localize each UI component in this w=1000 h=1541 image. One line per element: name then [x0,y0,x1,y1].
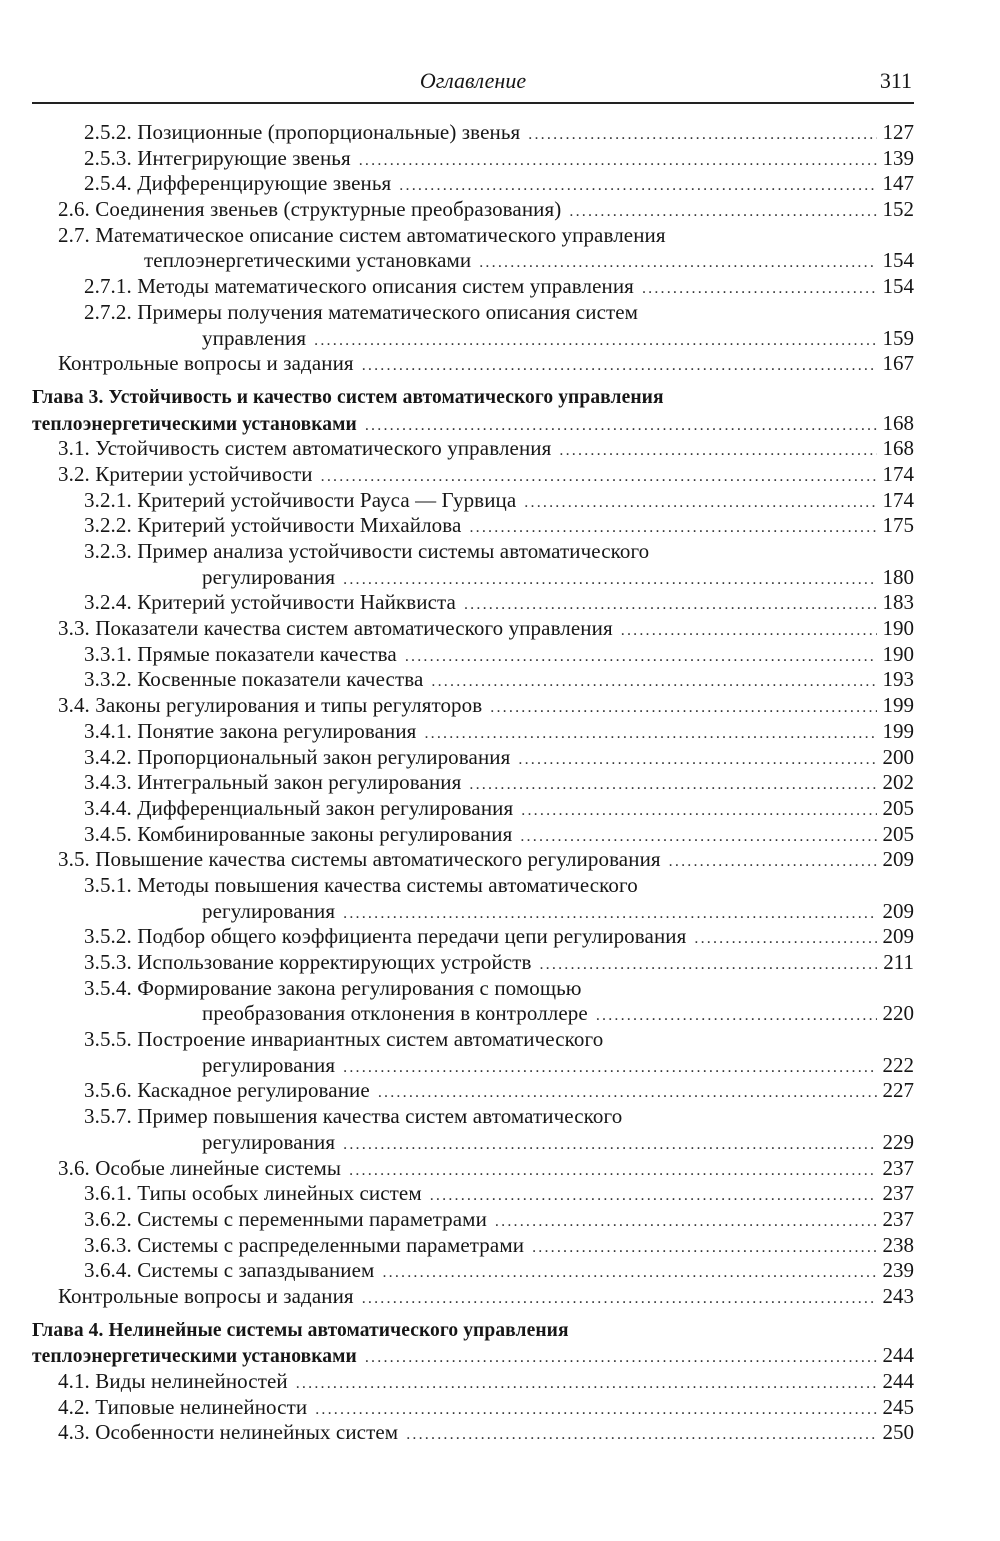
toc-entry-title: 3.5. Повышение качества системы автоматического регулирования [58,847,661,872]
toc-entry-title: 3.3.2. Косвенные показатели качества [84,667,424,692]
toc-entry-title: 3.5.4. Формирование закона регулирования с помощью [84,975,582,1000]
toc-page-number: 243 [882,1283,914,1308]
toc-entry-title: Контрольные вопросы и задания [58,1283,354,1308]
toc-page-number: 168 [882,436,914,461]
toc-entry-title: Глава 4. Нелинейные системы автоматического управления [32,1319,569,1341]
dot-leader [559,438,876,464]
toc-entry[interactable] [32,436,914,462]
toc-entry-title: 3.2. Критерии устойчивости [58,461,313,486]
toc-entry[interactable] [32,1369,914,1395]
dot-leader [464,592,877,618]
dot-leader [365,413,877,439]
toc-page-number: 190 [882,616,914,641]
dot-leader [343,1055,876,1081]
toc-entry-title: 2.7.2. Примеры получения математического описания систем [84,299,639,324]
toc-entry[interactable] [32,1284,914,1310]
dot-leader [321,464,877,490]
dot-leader [424,721,876,747]
toc-page-number: 222 [882,1052,914,1077]
dot-leader [621,618,877,644]
toc-entry[interactable] [32,1027,914,1078]
dot-leader [539,952,877,978]
toc-entry[interactable] [32,642,914,668]
toc-entry-title: 4.1. Виды нелинейностей [58,1369,288,1393]
toc-page-number: 159 [882,325,914,350]
toc-entry-title: 3.6. Особые линейные системы [58,1155,342,1180]
toc-page-number: 183 [882,590,914,615]
toc-entry-title: 3.4. Законы регулирования и типы регуляторов [58,693,483,718]
toc-page-number: 237 [882,1155,914,1180]
toc-page-number: 227 [882,1078,914,1103]
toc-entry-title: 3.3. Показатели качества систем автоматического управления [58,616,613,641]
toc-entry-title: 3.2.2. Критерий устойчивости Михайлова [84,513,462,538]
dot-leader [521,798,876,824]
dot-leader [520,824,876,850]
toc-entry-title: 3.5.1. Методы повышения качества системы автоматического [84,872,638,897]
toc-entry[interactable] [32,223,914,274]
toc-page-number: 175 [882,513,914,538]
toc-page-number: 239 [882,1258,914,1283]
toc-entry-title: Контрольные вопросы и задания [58,351,354,376]
toc-entry[interactable] [32,770,914,796]
toc-entry-title: 3.2.4. Критерий устойчивости Найквиста [84,590,456,615]
toc-page-number: 180 [882,564,914,589]
toc-page-number: 205 [882,795,914,820]
toc-page-number: 237 [882,1181,914,1206]
toc-page-number: 245 [882,1394,914,1419]
toc-entry-title: 3.6.1. Типы особых линейных систем [84,1181,422,1206]
dot-leader [399,173,876,199]
toc-page-number: 229 [882,1129,914,1154]
toc-entry-title: 4.2. Типовые нелинейности [58,1394,308,1419]
toc-entry[interactable] [32,1395,914,1421]
toc-page-number: 139 [882,145,914,170]
dot-leader [694,926,876,952]
toc-page-number: 209 [882,847,914,872]
dot-leader [362,1286,877,1312]
dot-leader [406,1422,876,1448]
toc-entry[interactable] [32,300,914,351]
toc-entry-title: регулирования [202,898,336,923]
toc-entry-title: 3.6.3. Системы с распределенными параметрами [84,1232,525,1257]
toc-page-number: 174 [882,487,914,512]
toc-entry-title: 3.5.6. Каскадное регулирование [84,1078,370,1103]
toc-page-number: 147 [882,171,914,196]
dot-leader [642,276,877,302]
dot-leader [495,1209,877,1235]
toc-entry-title: 3.5.3. Использование корректирующих устройств [84,950,532,974]
toc-entry[interactable] [32,1207,914,1233]
toc-page-number: 168 [882,410,914,435]
toc-entry-title: 2.7.1. Методы математического описания систем управления [84,274,634,299]
toc-page-number: 174 [882,461,914,486]
toc-entry[interactable] [32,539,914,590]
toc-entry[interactable] [32,847,914,873]
dot-leader [349,1158,876,1184]
header-title: Оглавление [419,68,527,93]
toc-entry-title: 2.5.2. Позиционные (пропорциональные) звенья [84,120,521,144]
dot-leader [524,490,876,516]
toc-page-number: 209 [882,898,914,923]
toc-entry[interactable] [32,616,914,642]
toc-entry[interactable] [32,1181,914,1207]
dot-leader [569,199,876,225]
toc-entry[interactable] [32,1078,914,1104]
toc-entry[interactable] [32,822,914,848]
toc-entry[interactable] [32,488,914,514]
toc-entry-title: 3.4.1. Понятие закона регулирования [84,718,417,743]
toc-entry-title: регулирования [202,564,336,589]
toc-entry[interactable] [32,1233,914,1259]
dot-leader [596,1003,877,1029]
dot-leader [479,250,876,276]
dot-leader [518,747,876,773]
dot-leader [362,353,877,379]
toc-entry-title: 3.2.1. Критерий устойчивости Рауса — Гурвица [84,487,517,512]
dot-leader [490,695,876,721]
toc-entry-title: 3.6.2. Системы с переменными параметрами [84,1206,487,1231]
toc-page-number: 167 [882,351,914,376]
toc-entry-title: 2.7. Математическое описание систем автоматического управления [58,222,666,247]
toc-page-number: 200 [882,744,914,769]
dot-leader [296,1371,877,1397]
toc-entry[interactable] [32,351,914,377]
dot-leader [669,849,877,875]
toc-entry[interactable] [32,462,914,488]
dot-leader [359,148,877,174]
toc-entry-title: регулирования [202,1052,336,1077]
toc-page-number: 152 [882,197,914,222]
toc-entry-title: управления [202,325,307,350]
table-of-contents [32,120,914,1446]
toc-entry[interactable] [32,274,914,300]
dot-leader [315,1397,876,1423]
toc-entry[interactable] [32,719,914,745]
toc-entry-title: 3.3.1. Прямые показатели качества [84,641,397,666]
toc-entry[interactable] [32,1258,914,1284]
toc-page-number: 238 [882,1232,914,1257]
toc-entry-title: 3.4.5. Комбинированные законы регулирования [84,821,513,846]
toc-entry-title: 2.5.3. Интегрирующие звенья [84,145,351,170]
toc-entry[interactable] [32,796,914,822]
toc-entry-title: Глава 3. Устойчивость и качество систем автоматического управления [32,386,664,408]
dot-leader [430,1183,877,1209]
toc-entry[interactable] [32,171,914,197]
toc-chapter[interactable] [32,385,914,436]
toc-page-number: 127 [882,120,914,144]
toc-entry[interactable] [32,146,914,172]
toc-entry[interactable] [32,1104,914,1155]
toc-page-number: 209 [882,924,914,949]
toc-entry[interactable] [32,950,914,976]
toc-entry-title: 2.6. Соединения звеньев (структурные преобразования) [58,197,562,222]
toc-entry[interactable] [32,120,914,146]
toc-entry-title: преобразования отклонения в контроллере [202,1001,588,1026]
toc-entry[interactable] [32,693,914,719]
dot-leader [314,328,876,354]
toc-page-number: 154 [882,274,914,299]
toc-page-number: 154 [882,248,914,273]
dot-leader [469,772,876,798]
toc-entry-title: 3.6.4. Системы с запаздыванием [84,1258,375,1283]
dot-leader [378,1080,877,1106]
toc-entry-title: 3.5.7. Пример повышения качества систем автоматического [84,1104,623,1129]
dot-leader [528,122,876,148]
toc-entry-title: 3.5.5. Построение инвариантных систем автоматического [84,1027,604,1052]
toc-entry[interactable] [32,197,914,223]
dot-leader [382,1260,876,1286]
toc-page-number: 211 [883,950,914,974]
toc-page-number: 220 [882,1001,914,1026]
dot-leader [532,1235,876,1261]
toc-entry-title: регулирования [202,1129,336,1154]
toc-entry[interactable] [32,1420,914,1446]
toc-entry-title: 3.1. Устойчивость систем автоматического управления [58,436,552,461]
toc-page-number: 244 [882,1343,914,1368]
toc-page-number: 193 [882,667,914,692]
toc-entry[interactable] [32,873,914,924]
toc-entry-title: теплоэнергетическими установками [32,413,357,435]
toc-entry[interactable] [32,976,914,1027]
dot-leader [343,901,876,927]
dot-leader [431,669,876,695]
toc-entry-title: теплоэнергетическими установками [144,248,472,273]
toc-chapter[interactable] [32,1318,914,1369]
dot-leader [469,515,876,541]
toc-page-number: 199 [882,718,914,743]
dot-leader [365,1345,877,1371]
toc-page-number: 250 [882,1420,914,1445]
toc-entry-title: 2.5.4. Дифференцирующие звенья [84,171,392,196]
toc-page-number: 199 [882,693,914,718]
toc-entry-title: 4.3. Особенности нелинейных систем [58,1420,399,1445]
toc-entry[interactable] [32,924,914,950]
toc-entry-title: 3.2.3. Пример анализа устойчивости системы автоматического [84,539,650,563]
toc-page-number: 190 [882,641,914,666]
toc-page-number: 205 [882,821,914,846]
toc-entry[interactable] [32,513,914,539]
toc-entry-title: теплоэнергетическими установками [32,1346,357,1368]
toc-page-number: 244 [882,1369,914,1393]
toc-entry[interactable] [32,590,914,616]
toc-entry-title: 3.4.4. Дифференциальный закон регулирования [84,795,514,820]
running-header [32,64,914,104]
page-number: 311 [879,68,912,93]
toc-entry-title: 3.5.2. Подбор общего коэффициента передачи цепи регулирования [84,924,687,949]
toc-page-number: 202 [882,770,914,795]
toc-entry-title: 3.4.3. Интегральный закон регулирования [84,770,462,795]
toc-page-number: 237 [882,1206,914,1231]
toc-entry[interactable] [32,667,914,693]
dot-leader [343,567,876,593]
toc-entry[interactable] [32,1156,914,1182]
toc-entry[interactable] [32,745,914,771]
toc-entry-title: 3.4.2. Пропорциональный закон регулирования [84,744,511,769]
dot-leader [405,644,877,670]
dot-leader [343,1132,876,1158]
